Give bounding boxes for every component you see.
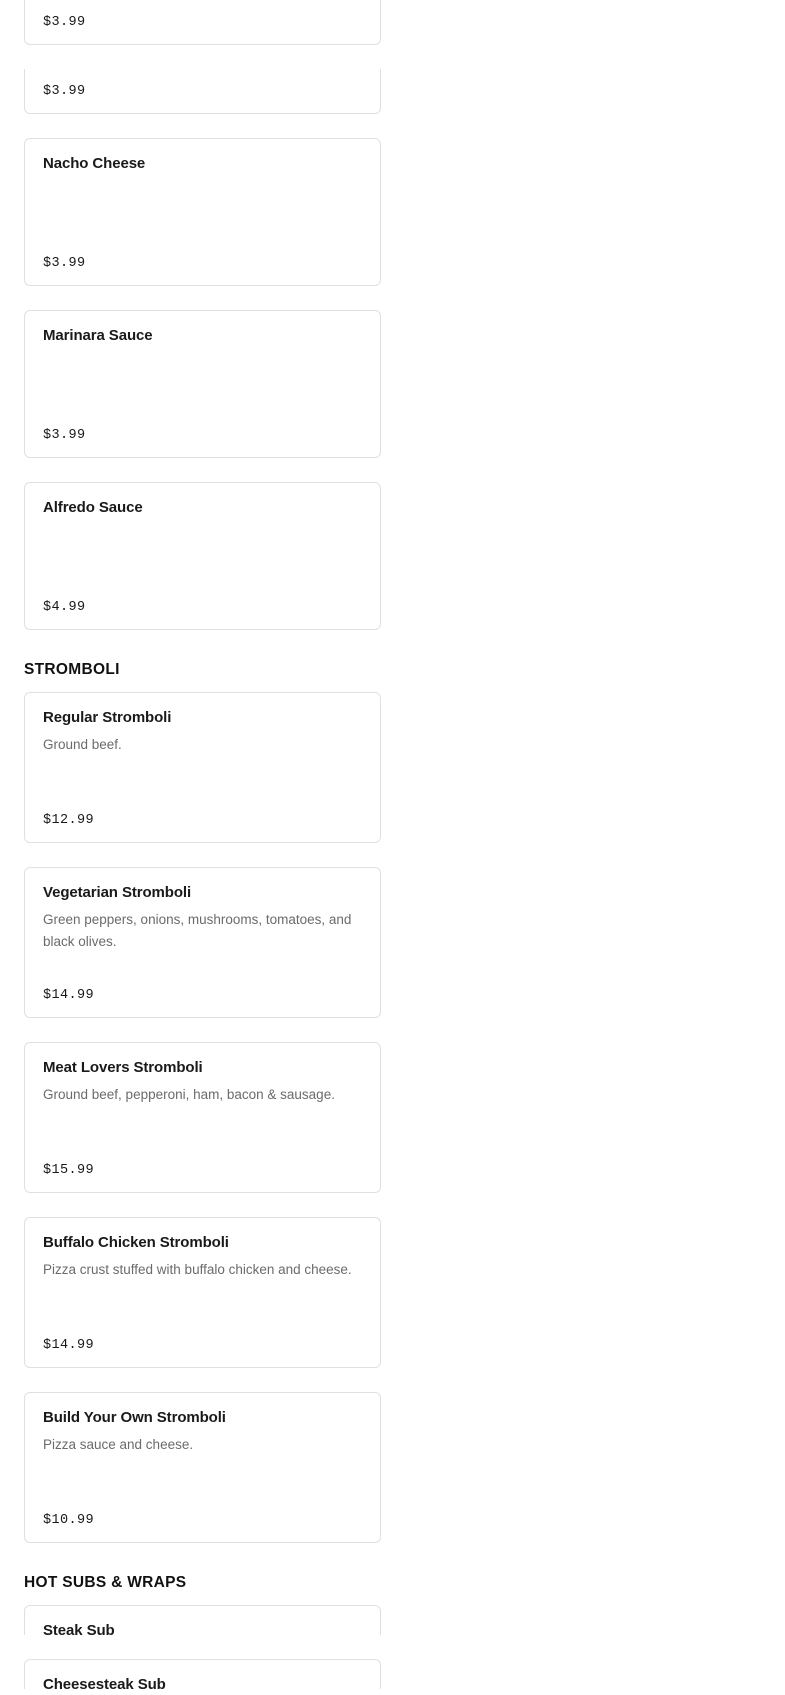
menu-item-card[interactable] [24,0,381,45]
menu-row-hot-subs-1 [24,1605,761,1693]
menu-row-sauces-1 [24,138,761,458]
item-title: Regular Stromboli [43,709,172,726]
item-price: $12.99 [43,813,95,828]
menu-row-sauces-2 [24,482,761,630]
menu-row-stromboli-3 [24,1392,761,1543]
menu-row-stromboli-1 [24,692,761,1018]
menu-item-card[interactable] [24,138,381,286]
item-title: Meat Lovers Stromboli [43,1059,203,1076]
menu-row-stromboli-2 [24,1042,761,1368]
section-heading-hot-subs-wraps: HOT SUBS & WRAPS [24,1574,187,1591]
menu-item-card[interactable] [24,1605,381,1639]
item-title: Cheesesteak Sub [43,1676,166,1693]
item-title: Vegetarian Stromboli [43,884,192,901]
item-price: $14.99 [43,1338,95,1353]
menu-row-clipped-top [24,0,761,114]
item-description: Ground beef, pepperoni, ham, bacon & sausage. [43,1086,335,1102]
item-price: $3.99 [43,84,86,99]
menu-item-card[interactable] [24,482,381,630]
item-price: $14.99 [43,988,95,1003]
item-description: Pizza sauce and cheese. [43,1436,194,1452]
item-description: Green peppers, onions, mushrooms, tomatoes, and black olives. [43,911,352,950]
menu-item-card[interactable] [24,310,381,458]
menu-item-card[interactable] [24,1042,381,1193]
item-description: Ground beef. [43,736,122,752]
item-price: $3.99 [43,256,86,271]
menu-item-card[interactable] [24,1659,381,1693]
item-title: Build Your Own Stromboli [43,1409,226,1426]
menu-item-card[interactable] [24,1217,381,1368]
menu-item-card[interactable] [24,867,381,1018]
item-price: $4.99 [43,600,86,615]
section-heading-stromboli: STROMBOLI [24,661,120,678]
item-price: $3.99 [43,428,86,443]
item-title: Marinara Sauce [43,327,153,344]
menu-item-card[interactable] [24,692,381,843]
menu-item-card[interactable] [24,1392,381,1543]
item-description: Pizza crust stuffed with buffalo chicken and cheese. [43,1261,352,1277]
item-price: $10.99 [43,1513,95,1528]
menu-item-card[interactable] [24,69,381,114]
item-price: $3.99 [43,15,86,30]
item-title: Alfredo Sauce [43,499,143,516]
item-price: $15.99 [43,1163,95,1178]
item-title: Steak Sub [43,1622,115,1639]
item-title: Buffalo Chicken Stromboli [43,1234,229,1251]
item-title: Nacho Cheese [43,155,146,172]
